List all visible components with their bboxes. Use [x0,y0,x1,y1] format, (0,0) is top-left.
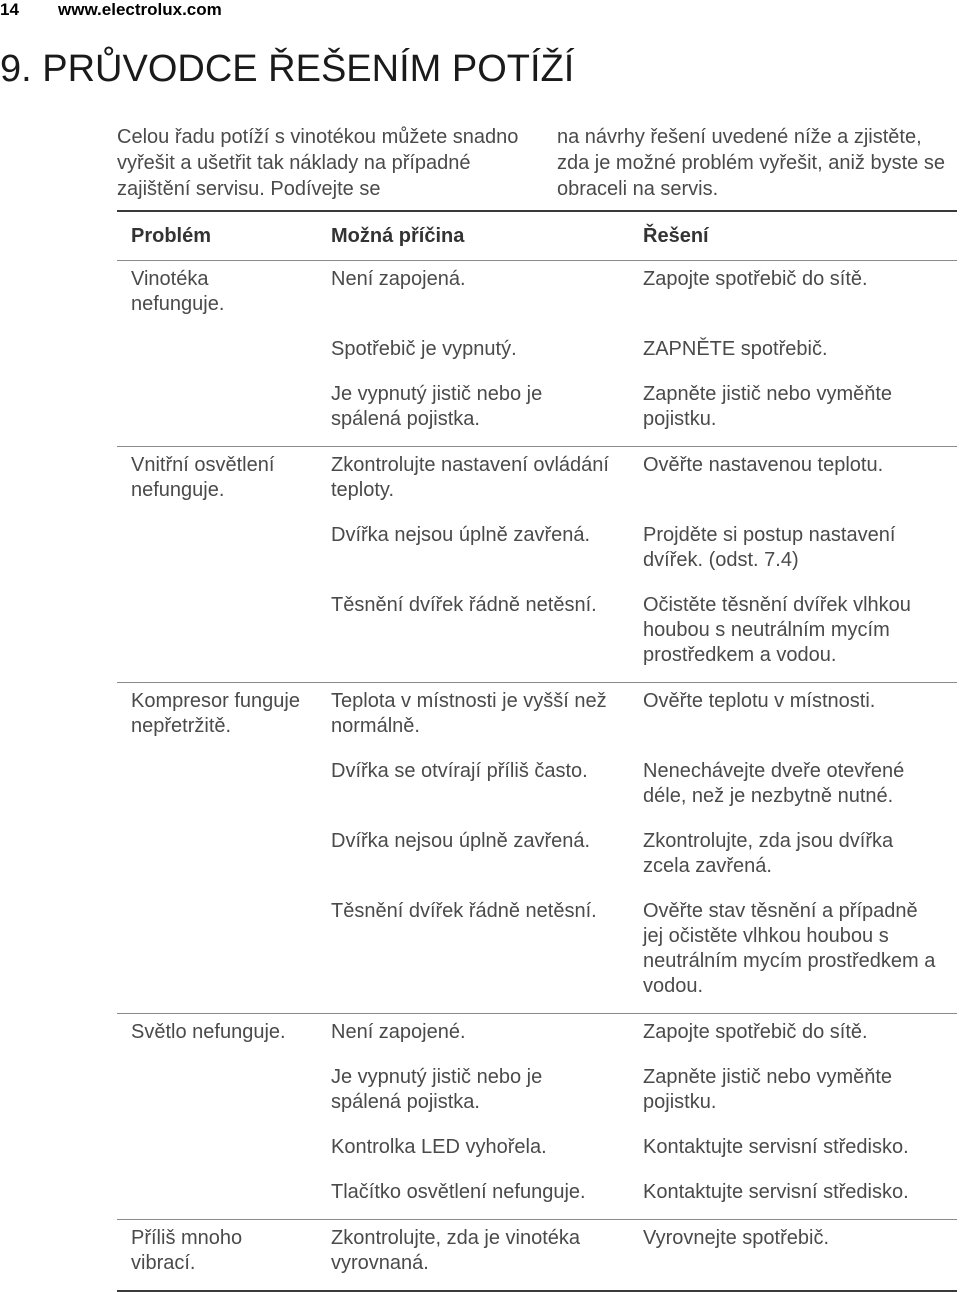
intro-left-column [117,124,527,202]
solution-cell: Ověřte stav těsnění a případně jej očistěte vlhkou houbou s neutrálním mycím prostředkem a vodou. [629,893,957,1014]
solution-cell: Zapněte jistič nebo vyměňte pojistku. [629,376,957,447]
cause-cell: Zkontrolujte, zda je vinotéka vyrovnaná. [317,1220,629,1292]
solution-cell: Nenechávejte dveře otevřené déle, než je nezbytně nutné. [643,760,905,807]
table-row [117,447,957,518]
problem-cell: Příliš mnoho vibrací. [117,1220,317,1292]
cause-cell: Dvířka nejsou úplně zavřená. [331,524,591,546]
table-row [117,753,957,823]
solution-cell: ZAPNĚTE spotřebič. [643,338,828,360]
cause-cell: Je vypnutý jistič nebo je spálená pojistka. [317,376,629,447]
table-row [117,1174,957,1220]
table-row [117,331,957,376]
solution-cell: Kontaktujte servisní středisko. [643,1136,909,1158]
problem-cell: Kompresor funguje nepřetržitě. [131,690,300,737]
problem-cell [117,376,317,447]
cause-cell: Dvířka nejsou úplně zavřená. [331,830,591,852]
table-row [117,1220,957,1292]
cause-cell: Teplota v místnosti je vyšší než normálně. [331,690,607,737]
cause-cell: Kontrolka LED vyhořela. [331,1136,547,1158]
cause-cell: Spotřebič je vypnutý. [331,338,517,360]
problem-cell [117,753,317,823]
table-row [117,1014,957,1060]
table-row [117,893,957,1014]
problem-cell [117,331,317,376]
table-row [117,683,957,754]
table-header-row [117,211,957,261]
solution-cell: Kontaktujte servisní středisko. [629,1174,957,1220]
header-solution: Řešení [629,211,957,261]
problem-cell [117,823,317,893]
intro-left-text: Celou řadu potíží s vinotékou můžete snadno vyřešit a ušetřit tak náklady na případné zajištění servisu. Podívejte se [117,126,519,200]
problem-cell [117,1129,317,1174]
problem-cell [117,587,317,683]
cause-cell: Je vypnutý jistič nebo je spálená pojistka. [331,1066,543,1113]
table-row [117,261,957,332]
problem-cell [117,893,317,1014]
intro-right-text: na návrhy řešení uvedené níže a zjistěte, zda je možné problém vyřešit, aniž byste se obraceli na servis. [557,126,945,200]
intro-right-column [557,124,957,202]
cause-cell: Těsnění dvířek řádně netěsní. [317,893,629,1014]
solution-cell: Zapojte spotřebič do sítě. [643,268,868,290]
problem-cell: Vinotéka nefunguje. [131,268,225,315]
troubleshooting-table [117,210,957,1292]
table-row [117,823,957,893]
cause-cell: Není zapojené. [331,1021,466,1043]
cause-cell: Není zapojená. [331,268,466,290]
solution-cell: Očistěte těsnění dvířek vlhkou houbou s neutrálním mycím prostředkem a vodou. [629,587,957,683]
table-row [117,1059,957,1129]
problem-cell [117,1059,317,1129]
solution-cell: Zapojte spotřebič do sítě. [643,1021,868,1043]
solution-cell: Zkontrolujte, zda jsou dvířka zcela zavřená. [643,830,894,877]
problem-cell: Světlo nefunguje. [131,1021,286,1043]
cause-cell: Těsnění dvířek řádně netěsní. [317,587,629,683]
table-row [117,587,957,683]
table-row [117,517,957,587]
problem-cell: Vnitřní osvětlení nefunguje. [131,454,275,501]
troubleshooting-table-wrapper [117,210,957,1292]
solution-cell: Ověřte nastavenou teplotu. [643,454,884,476]
solution-cell: Vyrovnejte spotřebič. [629,1220,957,1292]
page-number: 14 [0,0,19,19]
cause-cell: Tlačítko osvětlení nefunguje. [317,1174,629,1220]
solution-cell: Zapněte jistič nebo vyměňte pojistku. [643,1066,893,1113]
problem-cell [117,1174,317,1220]
section-title: 9. PRŮVODCE ŘEŠENÍM POTÍŽÍ [0,48,575,90]
problem-cell [117,517,317,587]
table-row [117,376,957,447]
cause-cell: Dvířka se otvírají příliš často. [331,760,588,782]
header-problem: Problém [117,211,317,261]
solution-cell: Projděte si postup nastavení dvířek. (odst. 7.4) [643,524,896,571]
cause-cell: Zkontrolujte nastavení ovládání teploty. [331,454,609,501]
solution-cell: Ověřte teplotu v místnosti. [643,690,876,712]
header-url: www.electrolux.com [58,0,222,19]
header-cause: Možná příčina [317,211,629,261]
table-row [117,1129,957,1174]
